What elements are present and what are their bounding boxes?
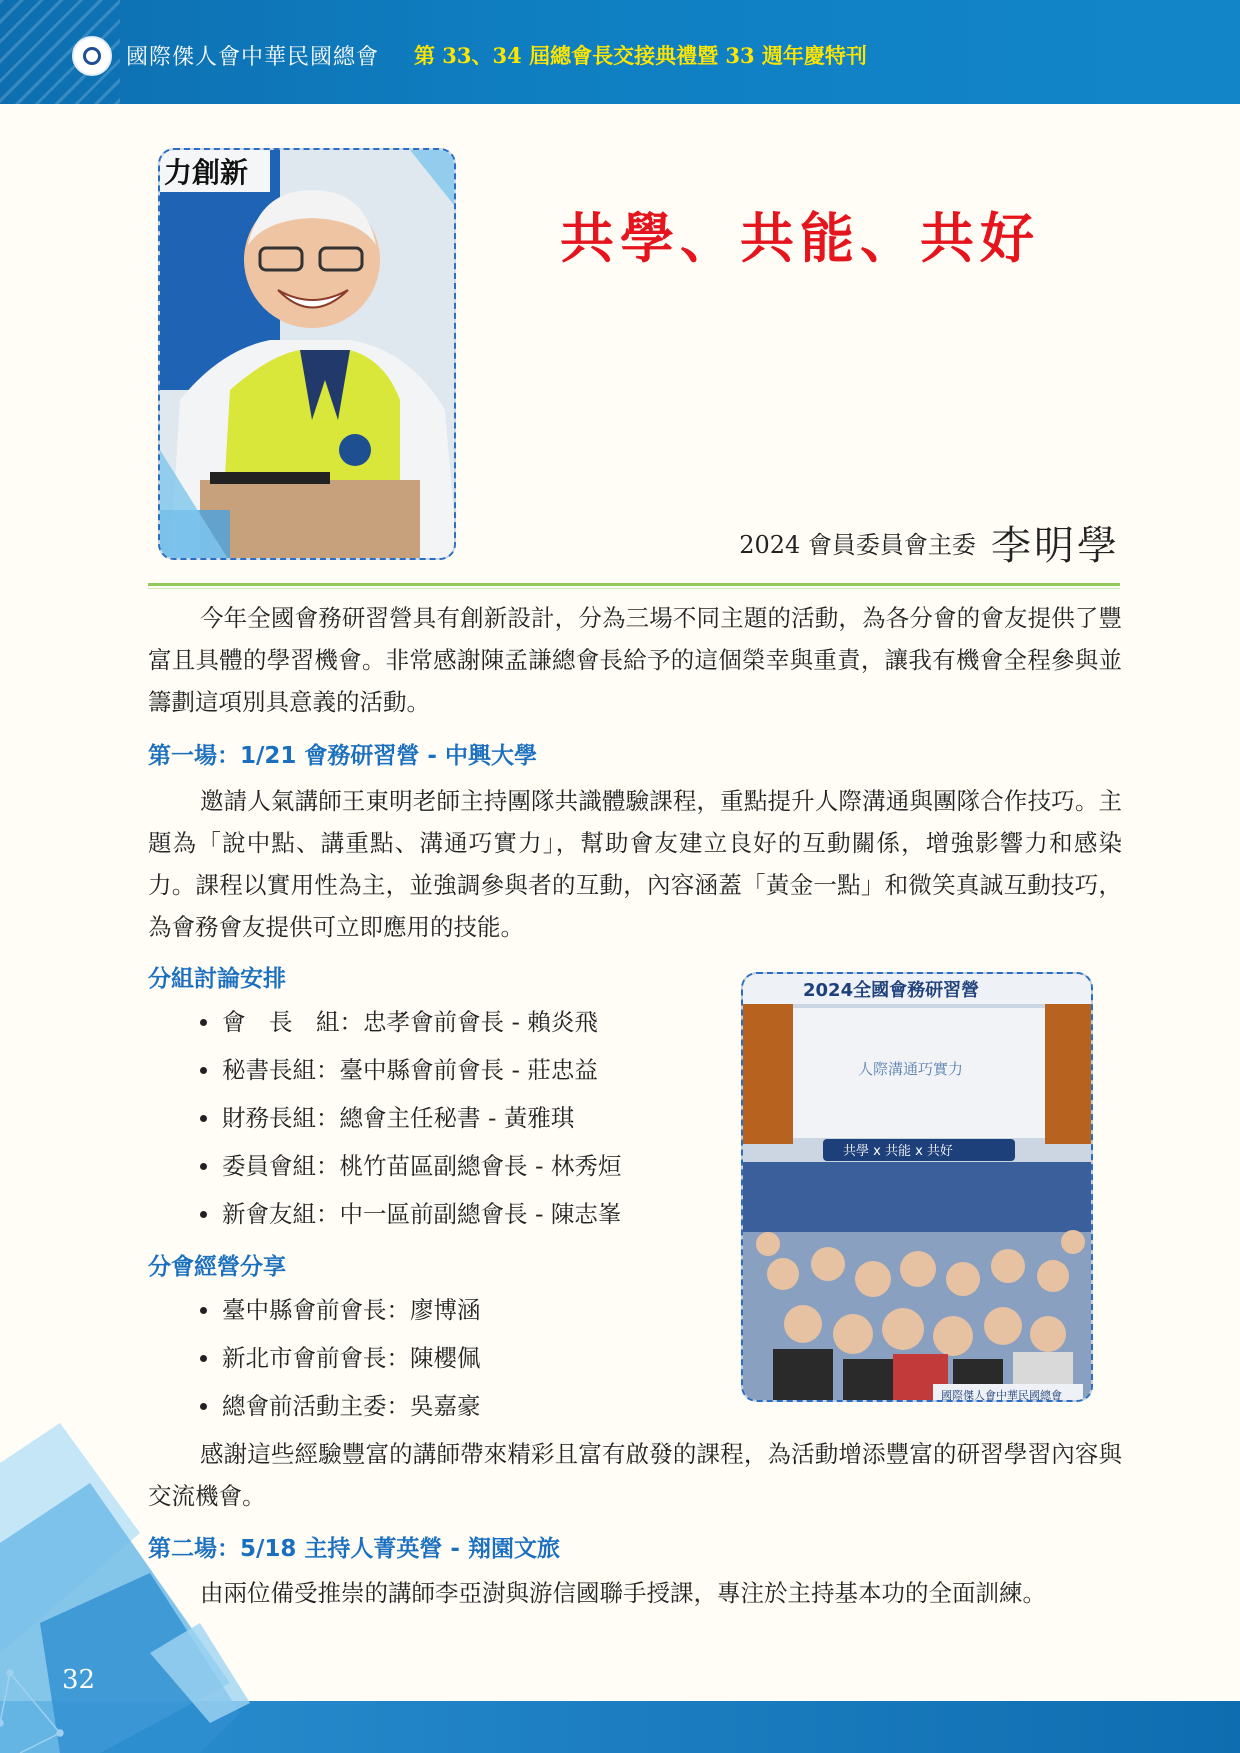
screen-text: 人際溝通巧實力 (858, 1060, 964, 1078)
author-role: 2024 會員委員會主委 (739, 531, 976, 559)
thanks-paragraph: 感謝這些經驗豐富的講師帶來精彩且富有啟發的課程，為活動增添豐富的研習學習內容與交流機會。 (148, 1440, 1122, 1510)
association-logo-icon (72, 36, 112, 76)
share-list (200, 1286, 481, 1430)
list-item: 臺中縣會前會長：廖博涵 (200, 1286, 481, 1334)
issue-title: 第 33、34 屆總會長交接典禮暨 33 週年慶特刊 (414, 43, 867, 68)
page-header (0, 0, 1240, 104)
author-name: 李明學 (991, 523, 1120, 569)
group-discussion-heading: 分組討論安排 (148, 966, 286, 992)
list-item: 新會友組：中一區前副總會長 - 陳志峯 (200, 1190, 621, 1238)
list-item: 委員會組：桃竹苗區副總會長 - 林秀烜 (200, 1142, 621, 1190)
list-item: 會 長 組：忠孝會前會長 - 賴炎飛 (200, 998, 621, 1046)
group-photo-illustration (743, 974, 1093, 1402)
photo-banner-text: 力創新 (164, 156, 249, 189)
list-item: 新北市會前會長：陳櫻佩 (200, 1334, 481, 1382)
photo-footer-text: 國際傑人會中華民國總會 (941, 1389, 1062, 1402)
list-item: 秘書長組：臺中縣會前會長 - 莊忠益 (200, 1046, 621, 1094)
title-divider (148, 583, 1120, 586)
branch-sharing-heading: 分會經營分享 (148, 1254, 286, 1280)
session1-heading: 第一場：1/21 會務研習營 - 中興大學 (148, 743, 537, 769)
group-photo (741, 972, 1093, 1402)
slogan-text: 共學 x 共能 x 共好 (843, 1144, 953, 1159)
organization-name: 國際傑人會中華民國總會 (126, 45, 380, 70)
list-item: 總會前活動主委：吳嘉豪 (200, 1382, 481, 1430)
session1-paragraph: 邀請人氣講師王東明老師主持團隊共識體驗課程，重點提升人際溝通與團隊合作技巧。主題為「說中點、講重點、溝通巧實力」，幫助會友建立良好的互動關係，增強影響力和感染力。課程以實用性為主，並強調參與者的互動，內容涵蓋「黃金一點」和微笑真誠互動技巧，為會務會友提供可立即應用的技能。 (148, 787, 1122, 941)
byline (739, 514, 1120, 571)
author-photo (158, 148, 456, 560)
session2-heading: 第二場：5/18 主持人菁英營 - 翔園文旅 (148, 1536, 560, 1562)
list-item: 財務長組：總會主任秘書 - 黃雅琪 (200, 1094, 621, 1142)
group-banner-text: 2024全國會務研習營 (803, 980, 980, 1001)
intro-paragraph: 今年全國會務研習營具有創新設計，分為三場不同主題的活動，為各分會的會友提供了豐富且具體的學習機會。非常感謝陳孟謙總會長給予的這個榮幸與重責，讓我有機會全程參與並籌劃這項別具意義的活動。 (148, 604, 1122, 716)
article-title: 共學、共能、共好 (560, 206, 1040, 270)
corner-decoration (0, 1423, 300, 1753)
page-number: 32 (62, 1665, 96, 1695)
author-photo-illustration (160, 150, 456, 560)
session2-paragraph: 由兩位備受推崇的講師李亞澍與游信國聯手授課，專注於主持基本功的全面訓練。 (200, 1579, 1046, 1607)
group-list (200, 998, 621, 1238)
